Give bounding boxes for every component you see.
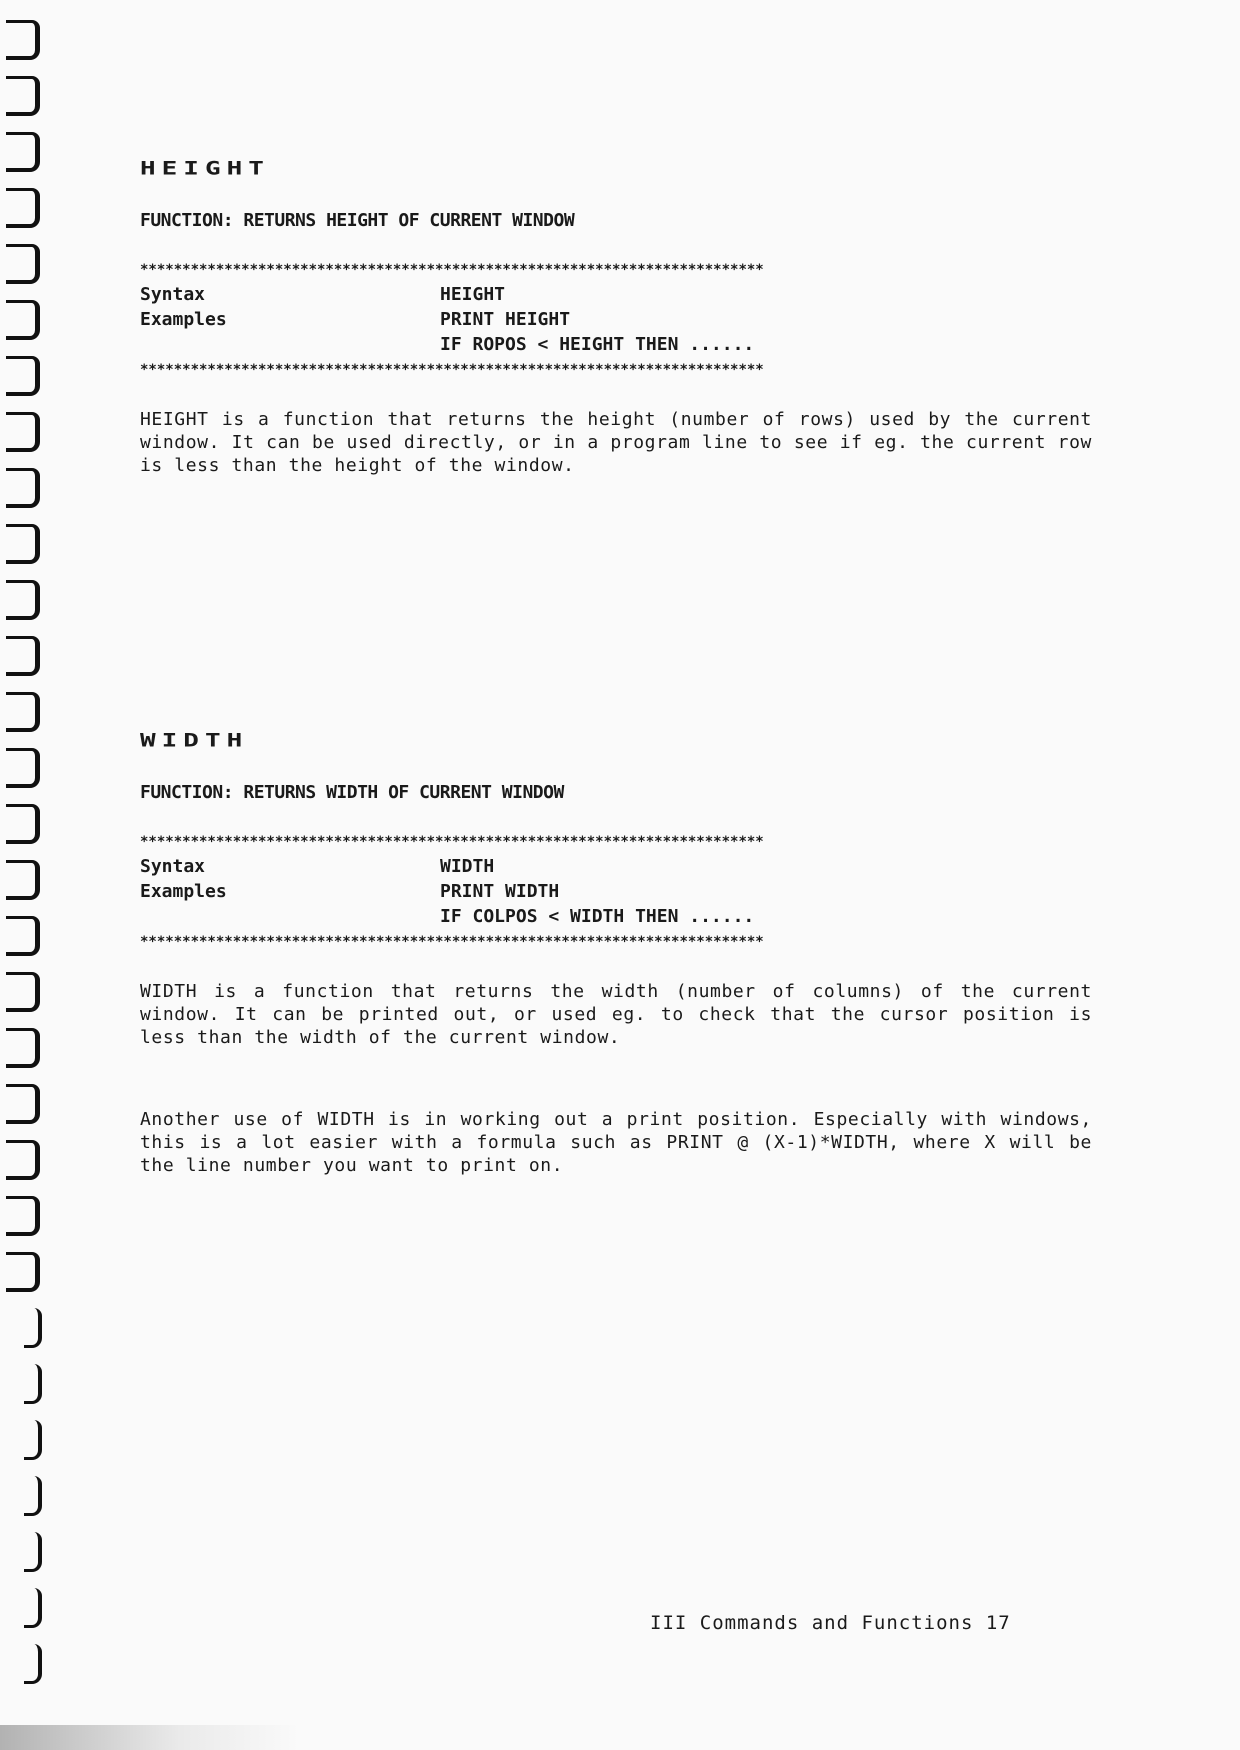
width-section: [140, 730, 1090, 1230]
binding-coil: [6, 860, 40, 900]
height-syntax-value: HEIGHT: [440, 284, 506, 305]
width-description-2: Another use of WIDTH is in working out a print position. Especially with windows, this is a lot easier with a formula such as PRINT @ (X-1)*WIDTH, where X will be the line number you want to print on.: [140, 1109, 1092, 1176]
height-example-1: PRINT HEIGHT: [440, 309, 571, 330]
page-footer: III Commands and Functions 17: [650, 1612, 1011, 1634]
width-examples-row-2: [140, 904, 1090, 929]
height-examples-row-2: [140, 332, 1090, 357]
binding-coil: [6, 188, 40, 228]
scan-shadow: [0, 1725, 300, 1750]
height-function-line: FUNCTION: RETURNS HEIGHT OF CURRENT WINDOW: [140, 210, 575, 231]
binding-coil: [6, 1028, 40, 1068]
width-description-1: WIDTH is a function that returns the width (number of columns) of the current window. It can be printed out, or used eg. to check that the cursor position is less than the width of the current window.: [140, 981, 1092, 1048]
binding-coil: [6, 20, 40, 60]
height-examples-label: Examples: [140, 309, 227, 330]
binding-coil: [24, 1308, 42, 1348]
width-stars-bottom: **************************************************************************: [140, 934, 764, 950]
binding-coil: [6, 468, 40, 508]
binding-coil: [24, 1420, 42, 1460]
binding-coil: [6, 1252, 40, 1292]
height-stars-top: **************************************************************************: [140, 262, 764, 278]
height-syntax-block: [140, 282, 1090, 357]
binding-coil: [24, 1588, 42, 1628]
height-title: HEIGHT: [140, 158, 270, 180]
binding-coil: [6, 1140, 40, 1180]
binding-coil: [24, 1532, 42, 1572]
width-syntax-label: Syntax: [140, 856, 206, 877]
binding-coil: [6, 636, 40, 676]
binding-coil: [6, 300, 40, 340]
height-example-2: IF ROPOS < HEIGHT THEN ......: [440, 334, 755, 355]
width-examples-label: Examples: [140, 881, 227, 902]
width-examples-row: [140, 879, 1090, 904]
binding-coil: [6, 356, 40, 396]
binding-coil: [6, 748, 40, 788]
binding-coil: [6, 580, 40, 620]
width-example-1: PRINT WIDTH: [440, 881, 560, 902]
width-syntax-row: [140, 854, 1090, 879]
binding-coil: [6, 916, 40, 956]
height-description: HEIGHT is a function that returns the height (number of rows) used by the current window. It can be used directly, or in a program line to see if eg. the current row is less than the height of the window.: [140, 409, 1092, 476]
binding-coil: [6, 412, 40, 452]
binding-coil: [6, 132, 40, 172]
width-function-line: FUNCTION: RETURNS WIDTH OF CURRENT WINDOW: [140, 782, 564, 803]
height-syntax-row: [140, 282, 1090, 307]
binding-coil: [6, 1196, 40, 1236]
binding-coil: [6, 524, 40, 564]
width-example-2: IF COLPOS < WIDTH THEN ......: [440, 906, 755, 927]
height-section: [140, 158, 1090, 518]
binding-coil: [24, 1644, 42, 1684]
binding-coil: [6, 1084, 40, 1124]
binding-coil: [24, 1476, 42, 1516]
binding-coil: [6, 972, 40, 1012]
width-title: WIDTH: [140, 730, 249, 752]
binding-coil: [6, 804, 40, 844]
height-examples-row: [140, 307, 1090, 332]
height-stars-bottom: **************************************************************************: [140, 362, 764, 378]
width-stars-top: **************************************************************************: [140, 834, 764, 850]
binding-coil: [6, 76, 40, 116]
height-syntax-label: Syntax: [140, 284, 206, 305]
binding-coil: [6, 244, 40, 284]
width-syntax-block: [140, 854, 1090, 929]
width-syntax-value: WIDTH: [440, 856, 495, 877]
binding-coil: [24, 1364, 42, 1404]
binding-coil: [6, 692, 40, 732]
spiral-binding: [0, 0, 52, 1750]
